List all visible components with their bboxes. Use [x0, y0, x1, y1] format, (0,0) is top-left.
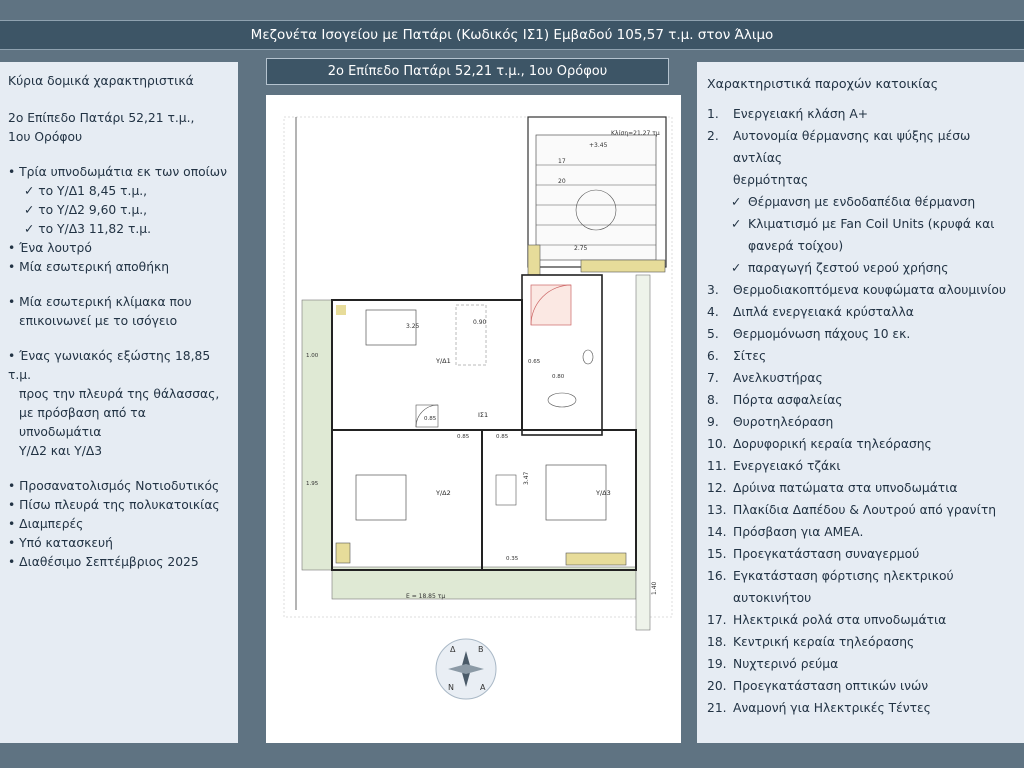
list-item — [707, 697, 1014, 719]
sub-item-text: Κλιματισμό με Fan Coil Units (κρυφά και — [748, 217, 995, 231]
item-number: 8. — [707, 393, 719, 407]
item-text: Πλακίδια Δαπέδου & Λουτρού από γρανίτη — [733, 503, 997, 517]
item-text: Κεντρική κεραία τηλεόρασης — [733, 635, 915, 649]
compass-east-label: Α — [480, 683, 486, 692]
sub-list-item — [707, 191, 1014, 213]
floor-plan-heading: 2ο Επίπεδο Πατάρι 52,21 τ.μ., 1ου Ορόφου — [266, 58, 669, 85]
staircase-item-line-1: • Μία εσωτερική κλίμακα που — [8, 295, 192, 309]
item-text: Πρόσβαση για ΑΜΕΑ. — [733, 525, 864, 539]
bedroom-1-label: Υ/Δ1 — [436, 357, 451, 365]
item-number: 11. — [707, 459, 727, 473]
compass-west-label: Δ — [450, 645, 456, 654]
bedroom-1-item: ✓ το Υ/Δ1 8,45 τ.μ., — [24, 184, 148, 198]
level-title-line-1: 2ο Επίπεδο Πατάρι 52,21 τ.μ., — [8, 111, 195, 125]
item-text: αυτοκινήτου — [733, 591, 812, 605]
item-text: Εγκατάσταση φόρτισης ηλεκτρικού — [733, 569, 954, 583]
bedroom-3-label: Υ/Δ3 — [596, 489, 611, 497]
sub-item-text: φανερά τοίχου) — [748, 239, 844, 253]
list-item — [707, 675, 1014, 697]
orientation-item: • Προσανατολισμός Νοτιοδυτικός — [8, 479, 220, 493]
item-number: 17. — [707, 613, 727, 627]
list-item — [707, 609, 1014, 631]
list-item — [707, 543, 1014, 565]
availability-item: • Διαθέσιμο Σεπτέμβριος 2025 — [8, 555, 199, 569]
structural-heading: Κύρια δομικά χαρακτηριστικά — [8, 74, 194, 88]
item-text: Ανελκυστήρας — [733, 371, 823, 385]
floor-plan-drawing — [266, 95, 681, 743]
structural-features-panel — [0, 62, 238, 743]
amenities-heading: Χαρακτηριστικά παροχών κατοικίας — [707, 76, 939, 91]
dim-085c-label: 0.85 — [424, 416, 437, 422]
item-text: Ενεργειακή κλάση Α+ — [733, 107, 869, 121]
step-17-label: 17 — [558, 158, 566, 165]
item-text: Θυροτηλεόραση — [733, 415, 834, 429]
check-icon: ✓ — [731, 195, 742, 209]
bedroom-2-item: ✓ το Υ/Δ2 9,60 τ.μ., — [24, 203, 148, 217]
list-item — [707, 433, 1014, 455]
check-icon: ✓ — [731, 217, 742, 231]
balcony-area-label: Ε = 18.85 τμ — [406, 593, 446, 600]
item-text: θερμότητας — [733, 173, 809, 187]
item-number: 3. — [707, 283, 719, 297]
list-item — [707, 389, 1014, 411]
balcony-item-line-4: Υ/Δ2 και Υ/Δ3 — [19, 444, 103, 458]
item-number: 18. — [707, 635, 727, 649]
list-item — [707, 345, 1014, 367]
list-item — [707, 103, 1014, 125]
list-item — [707, 631, 1014, 653]
balcony-item-line-2: προς την πλευρά της θάλασσας, — [19, 387, 220, 401]
list-item — [707, 125, 1014, 169]
amenities-panel — [697, 62, 1024, 743]
item-number: 6. — [707, 349, 719, 363]
dim-195-label: 1.95 — [306, 481, 319, 487]
item-number: 7. — [707, 371, 719, 385]
item-number: 21. — [707, 701, 727, 715]
item-text: Διπλά ενεργειακά κρύσταλλα — [733, 305, 914, 319]
list-item — [707, 411, 1014, 433]
dim-065-label: 0.65 — [528, 359, 541, 365]
dim-100-label: 1.00 — [306, 353, 319, 359]
item-text: Ηλεκτρικά ρολά στα υπνοδωμάτια — [733, 613, 947, 627]
floor-plan-panel — [266, 95, 681, 743]
construction-item: • Υπό κατασκευή — [8, 536, 113, 550]
item-number: 14. — [707, 525, 727, 539]
is1-label: ΙΣ1 — [478, 411, 489, 419]
item-text: Θερμομόνωση πάχους 10 εκ. — [733, 327, 911, 341]
item-text: Πόρτα ασφαλείας — [733, 393, 843, 407]
item-text: Σίτες — [733, 349, 767, 363]
sub-item-text: Θέρμανση με ενδοδαπέδια θέρμανση — [748, 195, 976, 209]
list-item — [707, 279, 1014, 301]
sub-list-item-continuation — [707, 235, 1014, 257]
item-text: Δορυφορική κεραία τηλεόρασης — [733, 437, 932, 451]
item-number: 12. — [707, 481, 727, 495]
item-text: Νυχτερινό ρεύμα — [733, 657, 839, 671]
dim-140-label: 1.40 — [651, 581, 658, 595]
bedroom-2-label: Υ/Δ2 — [436, 489, 451, 497]
item-number: 13. — [707, 503, 727, 517]
bedrooms-item: • Τρία υπνοδωμάτια εκ των οποίων — [8, 165, 227, 179]
dim-275-label: 2.75 — [574, 245, 588, 252]
list-item-continuation — [707, 587, 1014, 609]
item-text: Δρύινα πατώματα στα υπνοδωμάτια — [733, 481, 958, 495]
item-number: 20. — [707, 679, 727, 693]
page-title: Μεζονέτα Ισογείου με Πατάρι (Κωδικός ΙΣ1) Εμβαδού 105,57 τ.μ. στον Άλιμο — [0, 20, 1024, 50]
dim-090-label: 0.90 — [473, 319, 487, 326]
staircase-item-line-2: επικοινωνεί με το ισόγειο — [19, 314, 178, 328]
item-text: Θερμοδιακοπτόμενα κουφώματα αλουμινίου — [733, 283, 1007, 297]
list-item — [707, 323, 1014, 345]
list-item — [707, 521, 1014, 543]
item-number: 19. — [707, 657, 727, 671]
through-item: • Διαμπερές — [8, 517, 84, 531]
item-number: 2. — [707, 129, 719, 143]
item-number: 10. — [707, 437, 727, 451]
bedroom-3-item: ✓ το Υ/Δ3 11,82 τ.μ. — [24, 222, 152, 236]
sub-item-text: παραγωγή ζεστού νερού χρήσης — [748, 261, 949, 275]
item-number: 5. — [707, 327, 719, 341]
compass-icon — [436, 639, 496, 699]
item-number: 16. — [707, 569, 727, 583]
list-item — [707, 499, 1014, 521]
list-item — [707, 301, 1014, 323]
sub-list-item — [707, 257, 1014, 279]
item-number: 15. — [707, 547, 727, 561]
compass-south-label: Ν — [448, 683, 454, 692]
storage-item: • Μία εσωτερική αποθήκη — [8, 260, 170, 274]
dim-325-label: 3.25 — [406, 323, 420, 330]
level-title-line-2: 1ου Ορόφου — [8, 130, 83, 144]
list-item — [707, 565, 1014, 587]
balcony-item-line-1: • Ένας γωνιακός εξώστης 18,85 τ.μ. — [8, 349, 211, 382]
elevation-label: +3.45 — [589, 142, 608, 149]
step-20-label: 20 — [558, 178, 566, 185]
compass-north-label: Β — [478, 645, 484, 654]
list-item — [707, 367, 1014, 389]
item-number: 1. — [707, 107, 719, 121]
dim-085b-label: 0.85 — [496, 434, 509, 440]
dim-085a-label: 0.85 — [457, 434, 470, 440]
item-text: Προεγκατάσταση συναγερμού — [733, 547, 920, 561]
sub-list-item — [707, 213, 1014, 235]
level-note-label: Κλίση=21.27 τμ — [611, 130, 660, 137]
amenities-list — [707, 103, 1014, 719]
dim-035-label: 0.35 — [506, 556, 519, 562]
bathroom-item: • Ένα λουτρό — [8, 241, 92, 255]
back-side-item: • Πίσω πλευρά της πολυκατοικίας — [8, 498, 220, 512]
item-text: Ενεργειακό τζάκι — [733, 459, 841, 473]
dim-080-label: 0.80 — [552, 374, 565, 380]
list-item — [707, 477, 1014, 499]
item-number: 4. — [707, 305, 719, 319]
item-text: Αυτονομία θέρμανσης και ψύξης μέσω αντλίας — [733, 129, 971, 165]
list-item — [707, 455, 1014, 477]
list-item-continuation — [707, 169, 1014, 191]
balcony-item-line-3: με πρόσβαση από τα υπνοδωμάτια — [19, 406, 146, 439]
check-icon: ✓ — [731, 261, 742, 275]
item-text: Αναμονή για Ηλεκτρικές Τέντες — [733, 701, 931, 715]
list-item — [707, 653, 1014, 675]
item-number: 9. — [707, 415, 719, 429]
dim-347-label: 3.47 — [523, 471, 530, 485]
item-text: Προεγκατάσταση οπτικών ινών — [733, 679, 929, 693]
